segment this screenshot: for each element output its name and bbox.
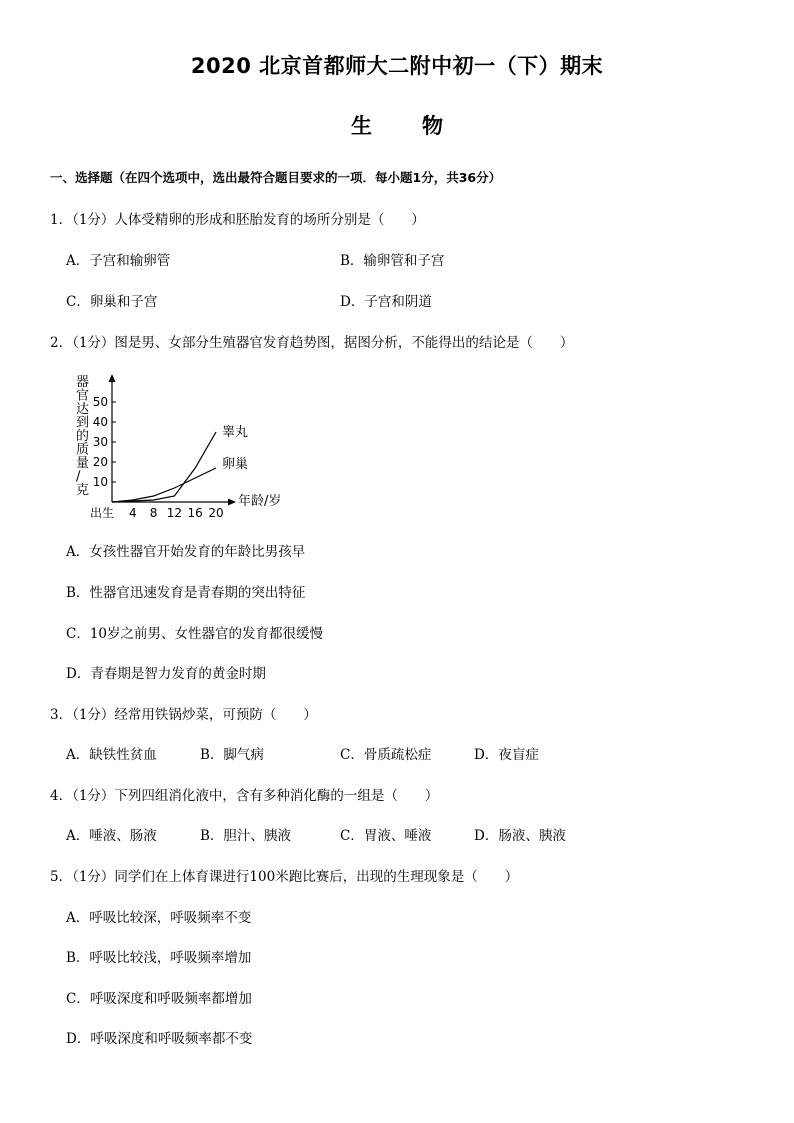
question-5-stem: 5．（1分）同学们在上体育课进行100米跑比赛后，出现的生理现象是（ ）	[50, 869, 519, 885]
growth-chart	[66, 370, 296, 520]
question-3-option-d: D．夜盲症	[474, 747, 539, 763]
question-1-option-b: B．输卵管和子宫	[340, 253, 445, 269]
question-4-option-b: B．胆汁、胰液	[200, 828, 291, 844]
y-axis-label-group	[76, 375, 89, 498]
question-3-option-a: A．缺铁性贫血	[66, 747, 157, 763]
y-tick-label: 20	[92, 455, 108, 469]
series-line-2	[112, 468, 216, 502]
question-3-option-c: C．骨质疏松症	[340, 747, 432, 763]
y-tick-label: 10	[92, 475, 108, 489]
question-4-option-a: A．唾液、肠液	[66, 828, 157, 844]
question-2-stem: 2．（1分）图是男、女部分生殖器官发育趋势图，据图分析，不能得出的结论是（ ）	[50, 335, 574, 351]
y-tick-label: 50	[92, 395, 108, 409]
x-axis-arrow	[228, 499, 236, 506]
y-tick-label: 40	[92, 415, 108, 429]
question-3-option-b: B．脚气病	[200, 747, 264, 763]
question-1-option-d: D．子宫和阴道	[340, 294, 432, 310]
series-label-1: 睾丸	[222, 425, 249, 440]
question-4-stem: 4．（1分）下列四组消化液中，含有多种消化酶的一组是（ ）	[50, 788, 439, 804]
y-axis-label: 器官达到的质量/克	[76, 375, 90, 498]
question-5-option-d: D．呼吸深度和呼吸频率都不变	[66, 1031, 253, 1047]
question-2-option-b: B．性器官迅速发育是青春期的突出特征	[66, 585, 306, 601]
question-4-option-d: D．肠液、胰液	[474, 828, 566, 844]
page-title: 2020 北京首都师大二附中初一（下）期末	[190, 54, 604, 78]
question-4-option-c: C．胃液、唾液	[340, 828, 432, 844]
section-heading: 一、选择题（在四个选项中，选出最符合题目要求的一项．每小题1分，共36分）	[50, 170, 502, 185]
x-tick-label: 8	[149, 506, 158, 520]
question-2-option-c: C．10岁之前男、女性器官的发育都很缓慢	[66, 626, 324, 642]
x-axis-label: 年龄/岁	[238, 494, 282, 509]
question-5-option-c: C．呼吸深度和呼吸频率都增加	[66, 991, 252, 1007]
question-3-stem: 3．（1分）经常用铁锅炒菜，可预防（ ）	[50, 707, 317, 723]
subject-title: 生物	[351, 114, 493, 138]
question-1-stem: 1．（1分）人体受精卵的形成和胚胎发育的场所分别是（ ）	[50, 212, 425, 228]
y-tick-label: 30	[92, 435, 108, 449]
question-5-option-b: B．呼吸比较浅，呼吸频率增加	[66, 950, 252, 966]
x-tick-label: 4	[128, 506, 137, 520]
question-2-option-d: D．青春期是智力发育的黄金时期	[66, 666, 266, 682]
series-label-2: 卵巢	[222, 457, 249, 472]
question-5-option-a: A．呼吸比较深，呼吸频率不变	[66, 910, 252, 926]
question-1-option-c: C．卵巢和子宫	[66, 294, 158, 310]
x-tick-label: 出生	[89, 506, 115, 520]
x-tick-label: 20	[208, 506, 224, 520]
x-tick-label: 16	[187, 506, 203, 520]
question-2-option-a: A．女孩性器官开始发育的年龄比男孩早	[66, 544, 306, 560]
x-tick-label: 12	[166, 506, 183, 520]
question-1-option-a: A．子宫和输卵管	[66, 253, 171, 269]
y-axis-arrow	[109, 374, 116, 382]
